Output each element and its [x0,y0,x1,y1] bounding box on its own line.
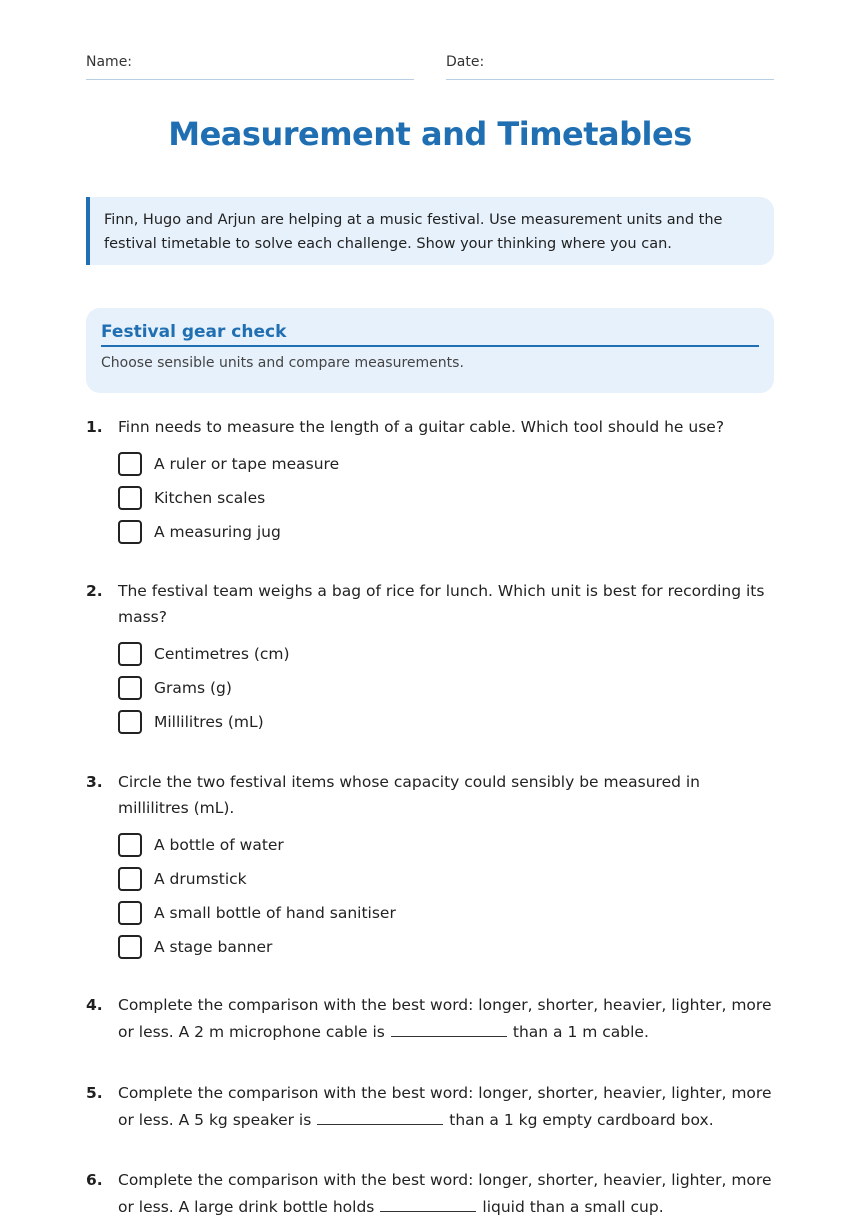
question-number: 3. [86,773,103,791]
question-2 [86,578,774,739]
name-label: Name: [86,54,133,70]
date-label: Date: [446,54,485,70]
option-label: A measuring jug [154,523,281,541]
checkbox[interactable] [118,901,142,925]
option-item[interactable] [118,515,774,549]
option-item[interactable] [118,447,774,481]
question-1 [86,414,774,549]
option-label: A drumstick [154,870,247,888]
option-item[interactable] [118,930,774,964]
section-subtitle: Choose sensible units and compare measurements. [101,355,464,371]
option-item[interactable] [118,828,774,862]
intro-callout: Finn, Hugo and Arjun are helping at a music festival. Use measurement units and the festival timetable to solve each challenge. Show your thinking where you can. [86,197,774,265]
checkbox[interactable] [118,935,142,959]
page-title: Measurement and Timetables [168,115,692,153]
question-number: 1. [86,418,103,436]
answer-blank[interactable] [391,1018,507,1037]
question-text-before: Complete the comparison with the best word: longer, shorter, heavier, lighter, more or less. A large drink bottle holds [118,1171,772,1216]
option-item[interactable] [118,862,774,896]
option-item[interactable] [118,481,774,515]
question-text [118,1167,774,1220]
option-item[interactable] [118,896,774,930]
answer-blank[interactable] [317,1106,443,1125]
answer-blank[interactable] [380,1193,476,1212]
checkbox[interactable] [118,833,142,857]
question-text-after: than a 1 kg empty cardboard box. [449,1111,714,1129]
question-text-after: than a 1 m cable. [512,1023,649,1041]
option-label: A bottle of water [154,836,284,854]
checkbox[interactable] [118,676,142,700]
name-field[interactable] [86,54,414,80]
question-text: The festival team weighs a bag of rice for lunch. Which unit is best for recording its mass? [118,582,765,626]
checkbox[interactable] [118,486,142,510]
date-field[interactable] [446,54,774,80]
question-4 [86,992,774,1045]
question-text [118,1080,774,1133]
question-text-before: Complete the comparison with the best word: longer, shorter, heavier, lighter, more or less. A 2 m microphone cable is [118,996,772,1041]
option-label: Grams (g) [154,679,232,697]
option-label: A small bottle of hand sanitiser [154,904,396,922]
option-list [118,828,774,964]
question-text-after: liquid than a small cup. [482,1198,664,1216]
question-3 [86,769,774,964]
option-list [118,447,774,549]
question-text: Circle the two festival items whose capacity could sensibly be measured in millilitres (mL). [118,773,701,817]
option-label: A stage banner [154,938,273,956]
checkbox[interactable] [118,642,142,666]
checkbox[interactable] [118,867,142,891]
option-item[interactable] [118,637,774,671]
question-number: 4. [86,996,103,1014]
option-label: Centimetres (cm) [154,645,290,663]
checkbox[interactable] [118,452,142,476]
question-6 [86,1167,774,1220]
header-fields [86,54,774,80]
question-5 [86,1080,774,1133]
checkbox[interactable] [118,520,142,544]
option-label: Kitchen scales [154,489,266,507]
question-text [118,992,774,1045]
question-number: 6. [86,1171,103,1189]
question-number: 5. [86,1084,103,1102]
option-label: Millilitres (mL) [154,713,264,731]
option-item[interactable] [118,705,774,739]
section-header [86,308,774,393]
option-item[interactable] [118,671,774,705]
option-label: A ruler or tape measure [154,455,340,473]
question-number: 2. [86,582,103,600]
section-title: Festival gear check [101,322,759,347]
checkbox[interactable] [118,710,142,734]
question-text-before: Complete the comparison with the best word: longer, shorter, heavier, lighter, more or less. A 5 kg speaker is [118,1084,772,1129]
option-list [118,637,774,739]
question-text: Finn needs to measure the length of a guitar cable. Which tool should he use? [118,418,725,436]
